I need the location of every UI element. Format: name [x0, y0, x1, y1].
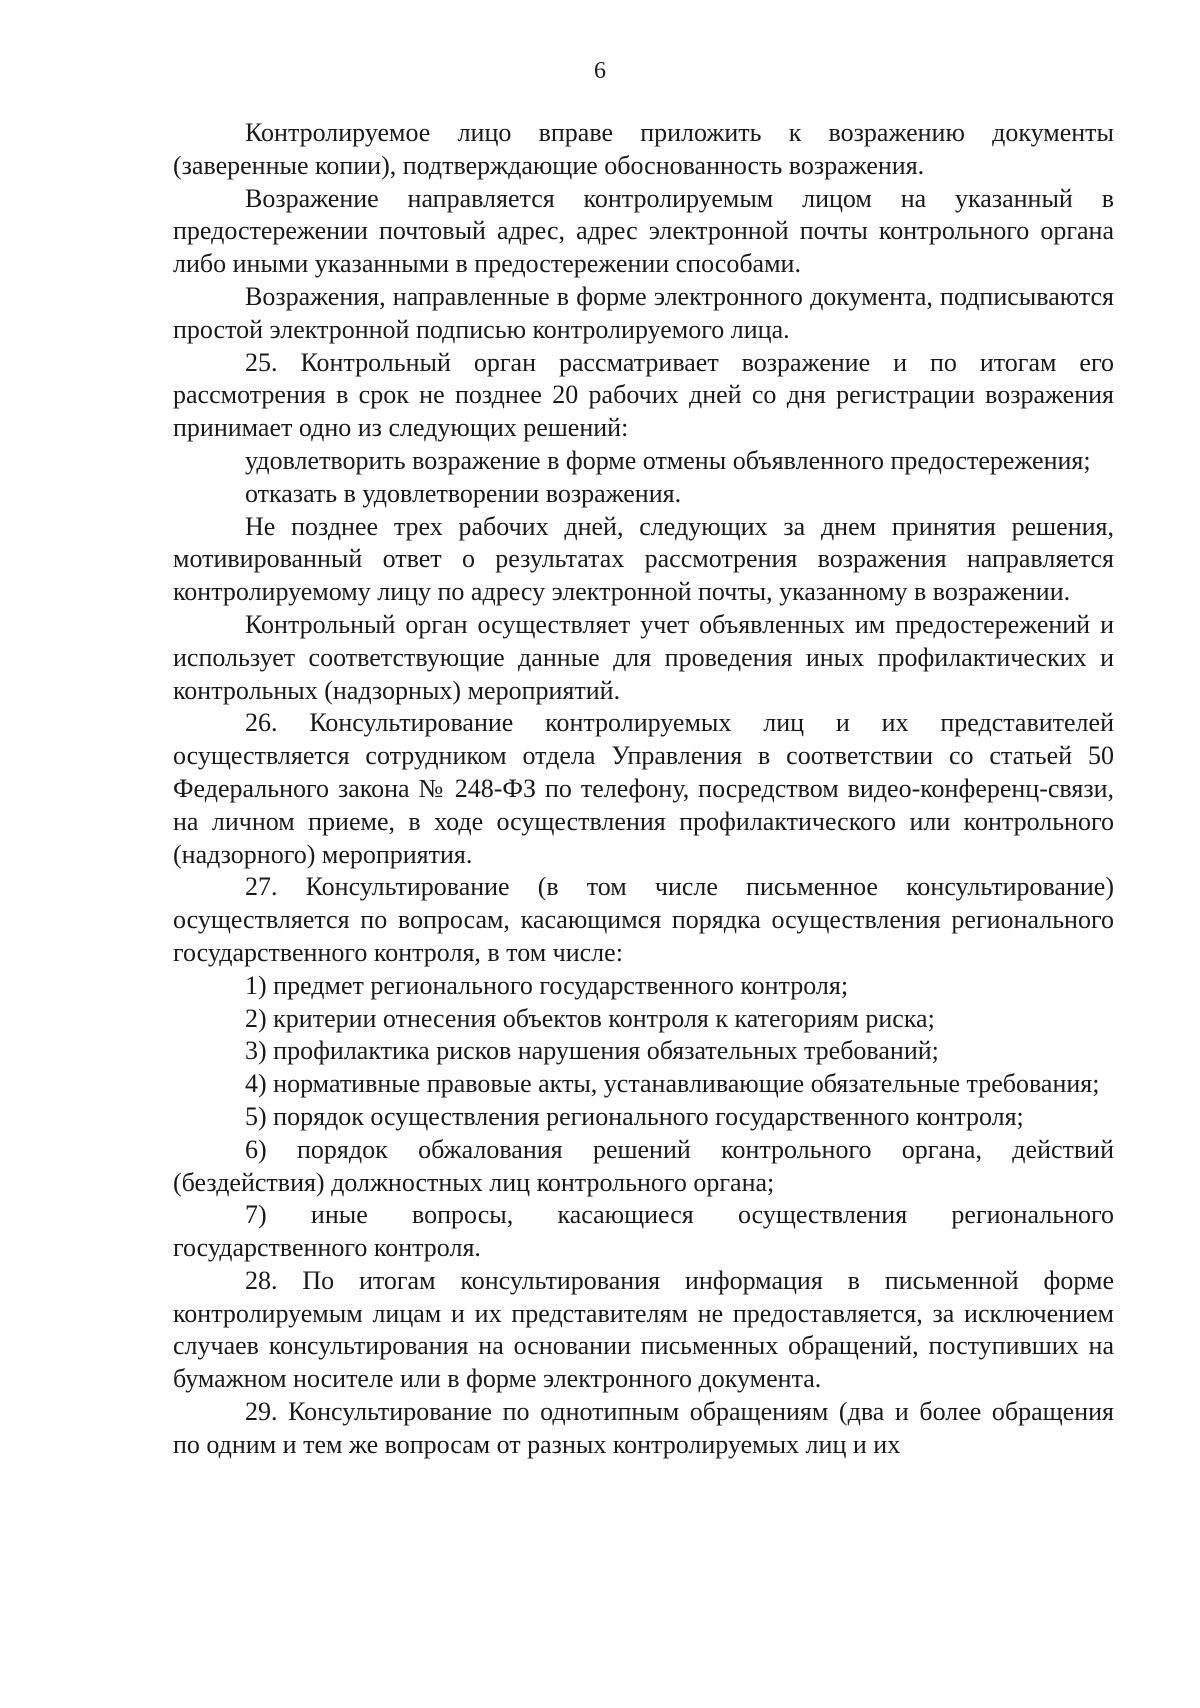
paragraph-decision-satisfy: удовлетворить возражение в форме отмены объявленного предостережения;	[245, 445, 1091, 475]
list-item-1: 1) предмет регионального государственного контроля;	[245, 970, 849, 1000]
list-item-5: 5) порядок осуществления регионального государственного контроля;	[245, 1101, 1024, 1131]
paragraph-item-25: 25. Контрольный орган рассматривает возражение и по итогам его рассмотрения в срок не позднее 20 рабочих дней со дня регистрации возражения принимает одно из следующих решений:	[173, 347, 1114, 443]
paragraph-warnings-record: Контрольный орган осуществляет учет объявленных им предостережений и использует соответствующие данные для проведения иных профилактических и контрольных (надзорных) мероприятий.	[173, 609, 1114, 705]
list-item-6: 6) порядок обжалования решений контрольного органа, действий (бездействия) должностных лиц контрольного органа;	[173, 1134, 1114, 1197]
paragraph-item-26: 26. Консультирование контролируемых лиц и их представителей осуществляется сотрудником отдела Управления в соответствии со статьей 50 Федерального закона № 248-ФЗ по телефону, посредством видео-конференц-связи, на личном приеме, в ходе осуществления профилактического или контрольного (надзорного) мероприятия.	[173, 708, 1114, 869]
document-body	[173, 117, 1114, 1462]
list-item-2: 2) критерии отнесения объектов контроля к категориям риска;	[245, 1003, 935, 1033]
paragraph-item-29: 29. Консультирование по однотипным обращениям (два и более обращения по одним и тем же вопросам от разных контролируемых лиц и их	[173, 1397, 1114, 1459]
list-item-4: 4) нормативные правовые акты, устанавливающие обязательные требования;	[245, 1069, 1100, 1099]
paragraph-item-27: 27. Консультирование (в том числе письменное консультирование) осуществляется по вопросам, касающимся порядка осуществления регионального государственного контроля, в том числе:	[173, 872, 1114, 967]
paragraph-objection-signature: Возражения, направленные в форме электронного документа, подписываются простой электронной подписью контролируемого лица.	[173, 281, 1114, 344]
paragraph-objection-sending: Возражение направляется контролируемым лицом на указанный в предостережении почтовый адрес, адрес электронной почты контрольного органа либо иными указанными в предостережении способами.	[173, 183, 1114, 279]
paragraph-decision-refuse: отказать в удовлетворении возражения.	[245, 478, 682, 508]
list-item-7: 7) иные вопросы, касающиеся осуществления регионального государственного контроля.	[173, 1200, 1114, 1263]
paragraph-item-28: 28. По итогам консультирования информация в письменной форме контролируемым лицам и их представителям не предоставляется, за исключением случаев консультирования на основании письменных обращений, поступивших на бумажном носителе или в форме электронного документа.	[173, 1265, 1114, 1394]
paragraph-reply-deadline: Не позднее трех рабочих дней, следующих за днем принятия решения, мотивированный ответ о результатах рассмотрения возражения направляется контролируемому лицу по адресу электронной почты, указанному в возражении.	[173, 511, 1114, 607]
list-item-3: 3) профилактика рисков нарушения обязательных требований;	[245, 1036, 939, 1066]
paragraph-objection-documents: Контролируемое лицо вправе приложить к возражению документы (заверенные копии), подтверждающие обоснованность возражения.	[173, 118, 1114, 180]
page-number: 6	[594, 58, 606, 84]
